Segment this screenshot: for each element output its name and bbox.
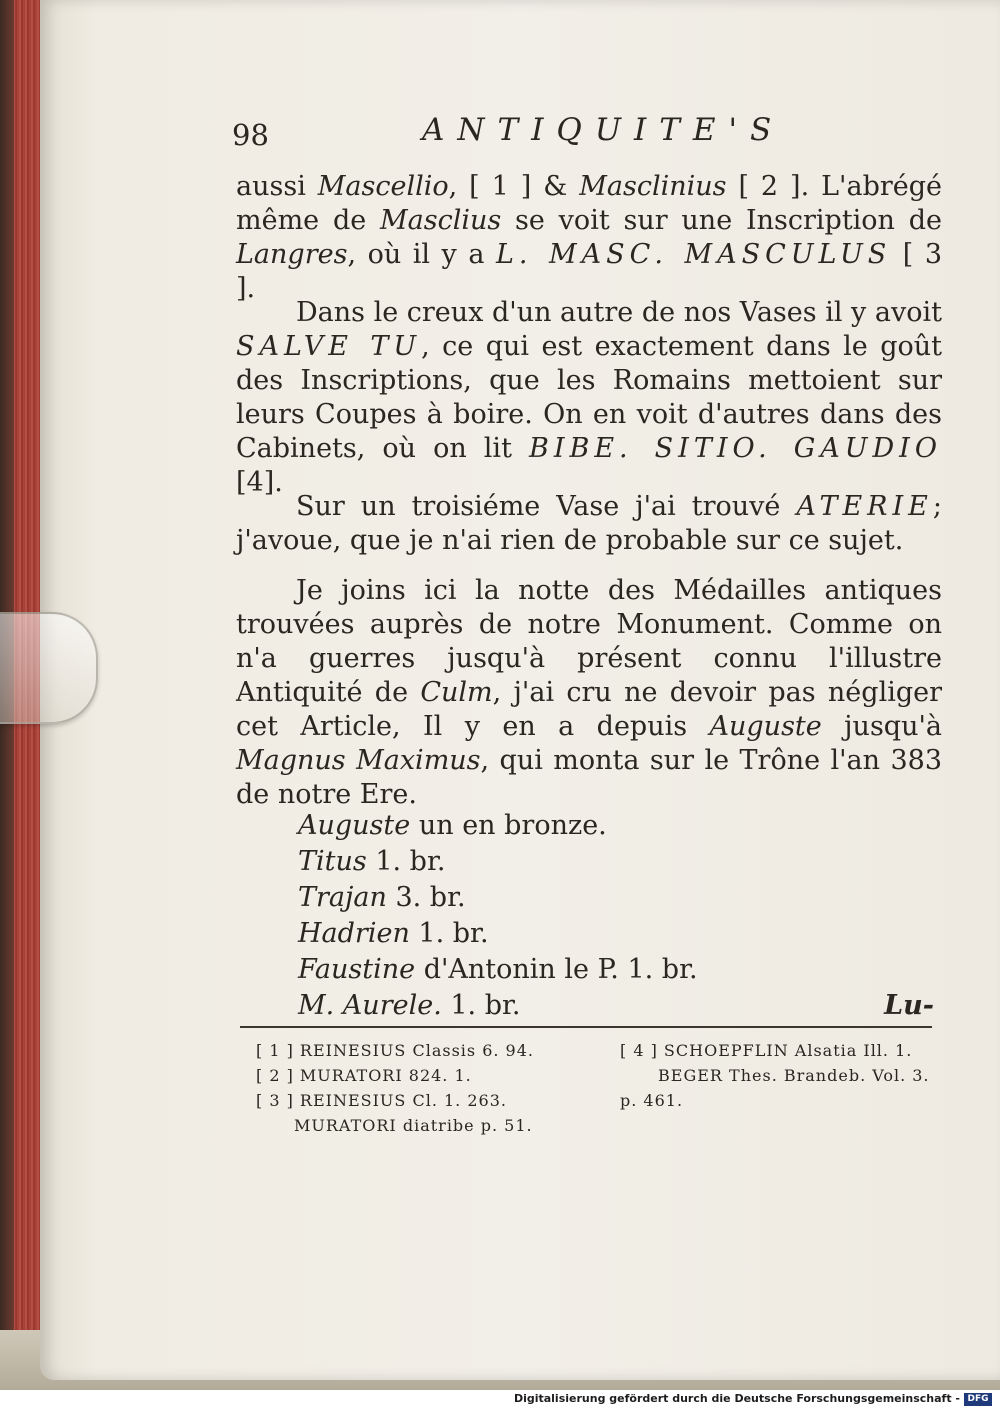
inscription-text: BIBE. SITIO. GAUDIO bbox=[528, 433, 942, 464]
text-run: , où il y a bbox=[347, 239, 496, 270]
text-run: [ 3 ]. bbox=[236, 239, 943, 304]
list-item bbox=[298, 808, 938, 844]
footnote: [ 2 ] MURATORI 824. 1. bbox=[256, 1066, 472, 1085]
footnotes-right bbox=[620, 1038, 950, 1113]
footnote: [ 1 ] REINESIUS Classis 6. 94. bbox=[256, 1041, 534, 1060]
text-run: jusqu'à bbox=[821, 711, 942, 742]
text-run: ; j'avoue, que je n'ai rien de probable sur ce sujet. bbox=[236, 491, 942, 556]
inscription-text: L. MASC. MASCULUS bbox=[495, 239, 892, 270]
paragraph-3 bbox=[236, 490, 942, 558]
medal-desc: 1. br. bbox=[441, 990, 521, 1021]
footnote: [ 4 ] SCHOEPFLIN Alsatia Ill. 1. bbox=[620, 1041, 913, 1060]
digitization-credit-bar bbox=[0, 1390, 1000, 1410]
credit-text: Digitalisierung gefördert durch die Deutsche Forschungsgemeinschaft - bbox=[513, 1392, 960, 1405]
running-title: ANTIQUITE'S bbox=[422, 112, 785, 148]
footnote: BEGER Thes. Brandeb. Vol. 3. bbox=[658, 1066, 930, 1085]
italic-name: Magnus Maximus bbox=[236, 745, 481, 776]
text-run: , ce qui est exactement dans le goût des Inscriptions, que les Romains mettoient sur leurs Coupes à boire. On en voit d'autres dans des Cabinets, où on lit bbox=[236, 331, 942, 464]
footnote: MURATORI diatribe p. 51. bbox=[294, 1116, 533, 1135]
text-run: [ 2 ]. L'abrégé même de bbox=[236, 171, 942, 236]
paragraph-4 bbox=[236, 574, 942, 812]
medal-name: Auguste bbox=[298, 810, 411, 841]
italic-name: Culm bbox=[420, 677, 493, 708]
text-run: , [ 1 ] & bbox=[448, 171, 580, 202]
italic-name: Mascellio bbox=[317, 171, 449, 202]
footnote: [ 3 ] REINESIUS Cl. 1. 263. bbox=[256, 1091, 507, 1110]
paragraph-1 bbox=[236, 170, 942, 306]
medal-name: Trajan bbox=[298, 882, 387, 913]
italic-name: Langres bbox=[236, 239, 348, 270]
medal-name: M. Aurele. bbox=[298, 990, 442, 1021]
text-run: se voit sur une Inscription de bbox=[501, 205, 943, 236]
text-run: Sur un troisiéme Vase j'ai trouvé bbox=[296, 491, 797, 522]
text-run: , qui monta sur le Trône l'an 383 de notre Ere. bbox=[236, 745, 942, 810]
page-header bbox=[232, 112, 792, 162]
list-item bbox=[298, 988, 938, 1024]
footnote-divider bbox=[240, 1026, 932, 1028]
medal-desc: 3. br. bbox=[386, 882, 466, 913]
medal-name: Faustine bbox=[298, 954, 416, 985]
text-run: Je joins ici la notte des Médailles antiques trouvées auprès de notre Monument. Comme on n'a guerres jusqu'à présent connu l'illustre Antiquité de bbox=[236, 575, 942, 708]
medal-name: Hadrien bbox=[298, 918, 410, 949]
catchword: Lu- bbox=[884, 990, 934, 1021]
inscription-text: ATERIE bbox=[796, 491, 933, 522]
italic-name: Masclius bbox=[380, 205, 502, 236]
paragraph-2 bbox=[236, 296, 942, 500]
dfg-logo-icon: DFG bbox=[964, 1393, 992, 1406]
list-item bbox=[298, 952, 938, 988]
text-run: aussi bbox=[236, 171, 318, 202]
italic-name: Auguste bbox=[709, 711, 822, 742]
footnotes-left bbox=[256, 1038, 586, 1138]
italic-name: Masclinius bbox=[579, 171, 727, 202]
list-item bbox=[298, 844, 938, 880]
footnote: p. 461. bbox=[620, 1091, 684, 1110]
list-item bbox=[298, 916, 938, 952]
medal-desc: un en bronze. bbox=[410, 810, 607, 841]
text-run: Dans le creux d'un autre de nos Vases il y avoit bbox=[296, 297, 942, 328]
page-number: 98 bbox=[232, 118, 269, 152]
medal-desc: 1. br. bbox=[409, 918, 489, 949]
page-clip bbox=[0, 612, 98, 724]
medal-list bbox=[298, 808, 938, 1024]
medal-name: Titus bbox=[298, 846, 367, 877]
list-item bbox=[298, 880, 938, 916]
inscription-text: SALVE TU bbox=[236, 331, 422, 362]
text-run: [4]. bbox=[236, 467, 283, 498]
medal-desc: d'Antonin le P. 1. br. bbox=[415, 954, 698, 985]
text-run: , j'ai cru ne devoir pas négliger cet Article, Il y en a depuis bbox=[236, 677, 943, 742]
medal-desc: 1. br. bbox=[366, 846, 446, 877]
